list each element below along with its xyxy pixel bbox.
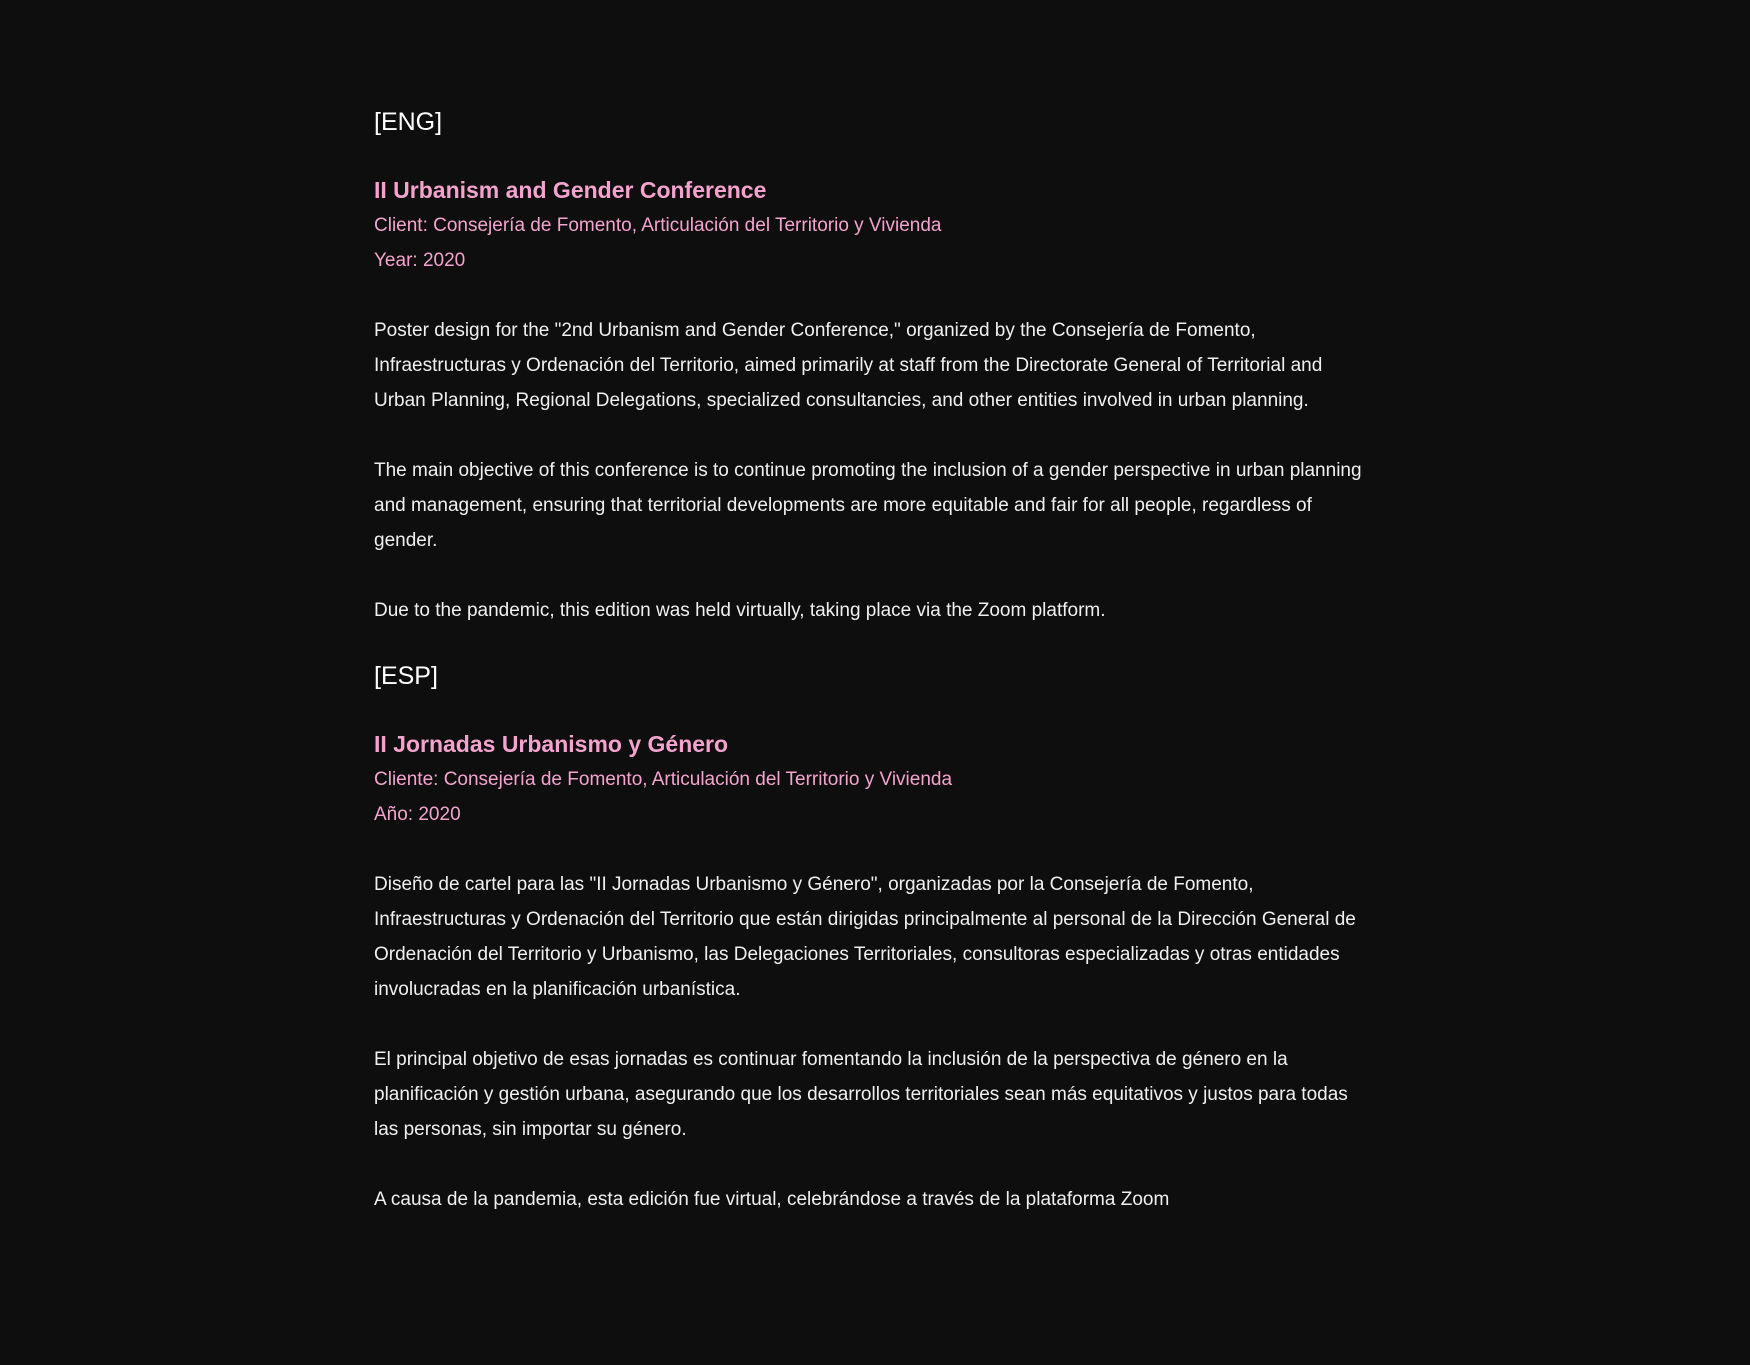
project-title-spanish: II Jornadas Urbanismo y Género (374, 731, 729, 757)
spanish-section (374, 656, 1374, 1217)
paragraph-english-3: Due to the pandemic, this edition was held virtually, taking place via the Zoom platform. (374, 600, 1106, 621)
language-tag-spanish: [ESP] (374, 662, 438, 690)
language-tag-english: [ENG] (374, 108, 443, 136)
project-meta-english (374, 172, 1374, 278)
year-line-spanish: Año: 2020 (374, 804, 461, 825)
paragraph-spanish-3: A causa de la pandemia, esta edición fue virtual, celebrándose a través de la plataforma Zoom (374, 1189, 1170, 1210)
english-section (374, 102, 1374, 628)
paragraph-spanish-1: Diseño de cartel para las "II Jornadas Urbanismo y Género", organizadas por la Consejería de Fomento, Infraestructuras y Ordenación del Territorio que están dirigidas principalmente al personal de la Dirección General de Ordenación del Territorio y Urbanismo, las Delegaciones Territoriales, consultoras especializadas y otras entidades involucradas en la planificación urbanística. (374, 874, 1356, 1000)
client-line-spanish: Cliente: Consejería de Fomento, Articulación del Territorio y Vivienda (374, 769, 953, 790)
project-title-english: II Urbanism and Gender Conference (374, 177, 767, 203)
paragraph-spanish-2: El principal objetivo de esas jornadas es continuar fomentando la inclusión de la perspectiva de género en la planificación y gestión urbana, asegurando que los desarrollos territoriales sean más equitativos y justos para todas las personas, sin importar su género. (374, 1049, 1348, 1140)
project-meta-spanish (374, 726, 1374, 832)
year-line-english: Year: 2020 (374, 250, 466, 271)
project-description (374, 102, 1374, 1217)
paragraph-english-1: Poster design for the "2nd Urbanism and Gender Conference," organized by the Consejería de Fomento, Infraestructuras y Ordenación del Territorio, aimed primarily at staff from the Directorate General of Territorial and Urban Planning, Regional Delegations, specialized consultancies, and other entities involved in urban planning. (374, 320, 1323, 411)
paragraph-english-2: The main objective of this conference is to continue promoting the inclusion of a gender perspective in urban planning and management, ensuring that territorial developments are more equitable and fair for all people, regardless of gender. (374, 460, 1362, 551)
client-line-english: Client: Consejería de Fomento, Articulación del Territorio y Vivienda (374, 215, 942, 236)
